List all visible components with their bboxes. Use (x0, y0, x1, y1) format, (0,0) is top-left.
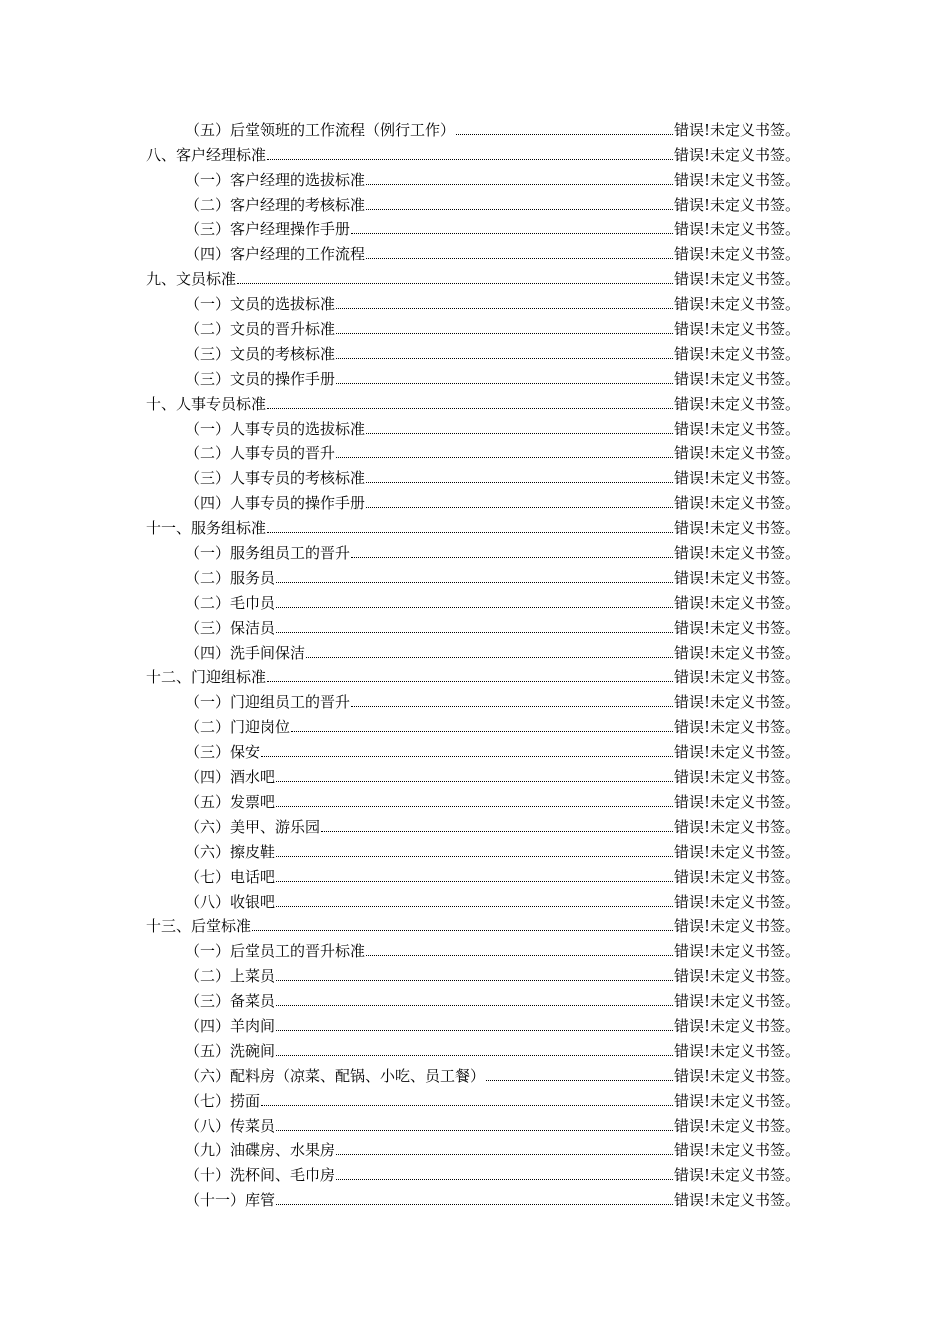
toc-entry-title: 十三、后堂标准 (146, 917, 252, 936)
toc-entry-page-ref: 错误!未定义书签。 (673, 170, 800, 189)
toc-entry-title: 十二、门迎组标准 (146, 668, 267, 687)
toc-entry-page-ref: 错误!未定义书签。 (673, 1016, 800, 1035)
toc-entry[interactable] (146, 862, 800, 887)
dot-leader (456, 134, 673, 135)
toc-entry-page-ref: 错误!未定义书签。 (673, 693, 800, 712)
toc-entry-title: （六）擦皮鞋 (185, 842, 276, 861)
toc-entry-page-ref: 错误!未定义书签。 (673, 394, 800, 413)
toc-entry-title: （一）文员的选拔标准 (185, 295, 336, 314)
toc-entry[interactable] (146, 513, 800, 538)
toc-entry-title: （四）人事专员的操作手册 (185, 494, 366, 513)
toc-entry[interactable] (146, 912, 800, 937)
toc-entry-page-ref: 错误!未定义书签。 (673, 195, 800, 214)
dot-leader (267, 681, 673, 682)
toc-entry-title: （三）文员的考核标准 (185, 344, 336, 363)
toc-entry[interactable] (146, 837, 800, 862)
toc-entry-title: （八）收银吧 (185, 892, 276, 911)
dot-leader (336, 457, 673, 458)
dot-leader (366, 433, 673, 434)
dot-leader (276, 781, 673, 782)
toc-entry-title: （二）上菜员 (185, 967, 276, 986)
toc-entry-page-ref: 错误!未定义书签。 (673, 718, 800, 737)
toc-entry-page-ref: 错误!未定义书签。 (673, 992, 800, 1011)
toc-entry-title: 九、文员标准 (146, 270, 237, 289)
toc-entry[interactable] (146, 961, 800, 986)
toc-entry[interactable] (146, 1061, 800, 1086)
toc-entry[interactable] (146, 165, 800, 190)
toc-entry[interactable] (146, 488, 800, 513)
toc-entry-page-ref: 错误!未定义书签。 (673, 270, 800, 289)
toc-entry-page-ref: 错误!未定义书签。 (673, 593, 800, 612)
toc-entry-page-ref: 错误!未定义书签。 (673, 1041, 800, 1060)
toc-entry[interactable] (146, 936, 800, 961)
toc-entry-title: （二）客户经理的考核标准 (185, 195, 366, 214)
toc-entry-page-ref: 错误!未定义书签。 (673, 917, 800, 936)
dot-leader (321, 831, 673, 832)
toc-entry[interactable] (146, 314, 800, 339)
toc-entry[interactable] (146, 887, 800, 912)
toc-entry[interactable] (146, 986, 800, 1011)
toc-entry[interactable] (146, 663, 800, 688)
dot-leader (276, 906, 673, 907)
dot-leader (276, 806, 673, 807)
toc-entry-page-ref: 错误!未定义书签。 (673, 494, 800, 513)
toc-entry[interactable] (146, 1011, 800, 1036)
toc-entry-title: （五）后堂领班的工作流程（例行工作） (185, 120, 456, 139)
toc-entry-page-ref: 错误!未定义书签。 (673, 145, 800, 164)
toc-entry-title: （二）门迎岗位 (185, 718, 291, 737)
toc-entry[interactable] (146, 289, 800, 314)
toc-entry-title: （一）客户经理的选拔标准 (185, 170, 366, 189)
toc-entry-title: （四）酒水吧 (185, 768, 276, 787)
toc-entry-title: （八）传菜员 (185, 1116, 276, 1135)
dot-leader (276, 1055, 673, 1056)
dot-leader (267, 532, 673, 533)
dot-leader (351, 233, 673, 234)
toc-entry-title: （三）保洁员 (185, 618, 276, 637)
dot-leader (366, 258, 673, 259)
toc-entry-title: （二）文员的晋升标准 (185, 320, 336, 339)
dot-leader (276, 1030, 673, 1031)
toc-entry-title: （十一）库管 (185, 1191, 276, 1210)
toc-entry-title: 十、人事专员标准 (146, 394, 267, 413)
dot-leader (261, 1105, 673, 1106)
toc-entry-page-ref: 错误!未定义书签。 (673, 568, 800, 587)
toc-entry[interactable] (146, 264, 800, 289)
toc-entry-page-ref: 错误!未定义书签。 (673, 817, 800, 836)
toc-entry-page-ref: 错误!未定义书签。 (673, 369, 800, 388)
toc-entry-page-ref: 错误!未定义书签。 (673, 942, 800, 961)
toc-entry-title: （六）配料房（凉菜、配锅、小吃、员工餐） (185, 1066, 486, 1085)
toc-entry-page-ref: 错误!未定义书签。 (673, 295, 800, 314)
dot-leader (336, 1179, 673, 1180)
toc-entry-title: （九）油碟房、水果房 (185, 1141, 336, 1160)
dot-leader (291, 731, 673, 732)
dot-leader (261, 756, 673, 757)
dot-leader (366, 209, 673, 210)
dot-leader (276, 632, 673, 633)
dot-leader (336, 358, 673, 359)
toc-entry-page-ref: 错误!未定义书签。 (673, 519, 800, 538)
toc-entry[interactable] (146, 613, 800, 638)
toc-entry-title: （一）服务组员工的晋升 (185, 544, 351, 563)
toc-entry[interactable] (146, 812, 800, 837)
toc-entry-page-ref: 错误!未定义书签。 (673, 842, 800, 861)
toc-entry-page-ref: 错误!未定义书签。 (673, 444, 800, 463)
toc-entry-page-ref: 错误!未定义书签。 (673, 668, 800, 687)
toc-entry-page-ref: 错误!未定义书签。 (673, 743, 800, 762)
toc-entry[interactable] (146, 215, 800, 240)
toc-entry-title: （一）人事专员的选拔标准 (185, 419, 366, 438)
dot-leader (336, 308, 673, 309)
toc-entry-page-ref: 错误!未定义书签。 (673, 1091, 800, 1110)
toc-entry[interactable] (146, 463, 800, 488)
dot-leader (276, 582, 673, 583)
toc-entry-title: （五）发票吧 (185, 792, 276, 811)
toc-entry-page-ref: 错误!未定义书签。 (673, 419, 800, 438)
dot-leader (276, 980, 673, 981)
toc-entry-title: （一）后堂员工的晋升标准 (185, 942, 366, 961)
toc-entry-page-ref: 错误!未定义书签。 (673, 892, 800, 911)
toc-entry-page-ref: 错误!未定义书签。 (673, 469, 800, 488)
toc-entry-page-ref: 错误!未定义书签。 (673, 1116, 800, 1135)
toc-entry[interactable] (146, 712, 800, 737)
dot-leader (276, 1204, 673, 1205)
toc-entry-title: （二）服务员 (185, 568, 276, 587)
dot-leader (252, 930, 673, 931)
toc-entry[interactable] (146, 787, 800, 812)
dot-leader (276, 881, 673, 882)
toc-entry-page-ref: 错误!未定义书签。 (673, 544, 800, 563)
toc-entry[interactable] (146, 1111, 800, 1136)
toc-entry[interactable] (146, 1086, 800, 1111)
toc-entry[interactable] (146, 140, 800, 165)
dot-leader (366, 184, 673, 185)
toc-entry-page-ref: 错误!未定义书签。 (673, 1141, 800, 1160)
table-of-contents (146, 115, 800, 1210)
toc-entry-title: （七）电话吧 (185, 867, 276, 886)
toc-entry-page-ref: 错误!未定义书签。 (673, 1191, 800, 1210)
dot-leader (366, 482, 673, 483)
dot-leader (336, 333, 673, 334)
toc-entry[interactable] (146, 414, 800, 439)
dot-leader (351, 557, 673, 558)
toc-entry-title: （七）捞面 (185, 1091, 261, 1110)
toc-entry-title: （二）毛巾员 (185, 593, 276, 612)
dot-leader (276, 607, 673, 608)
toc-entry-page-ref: 错误!未定义书签。 (673, 867, 800, 886)
dot-leader (486, 1080, 673, 1081)
toc-entry[interactable] (146, 1136, 800, 1161)
dot-leader (276, 856, 673, 857)
dot-leader (276, 1005, 673, 1006)
toc-entry[interactable] (146, 638, 800, 663)
toc-entry[interactable] (146, 762, 800, 787)
dot-leader (336, 383, 673, 384)
toc-entry[interactable] (146, 1185, 800, 1210)
toc-entry-title: 八、客户经理标准 (146, 145, 267, 164)
toc-entry-page-ref: 错误!未定义书签。 (673, 320, 800, 339)
dot-leader (267, 159, 673, 160)
toc-entry-title: （十）洗杯间、毛巾房 (185, 1166, 336, 1185)
toc-entry[interactable] (146, 439, 800, 464)
toc-entry-title: （三）保安 (185, 743, 261, 762)
toc-entry-page-ref: 错误!未定义书签。 (673, 967, 800, 986)
toc-entry[interactable] (146, 563, 800, 588)
toc-entry-title: （六）美甲、游乐园 (185, 817, 321, 836)
toc-entry-title: （四）洗手间保洁 (185, 643, 306, 662)
toc-entry[interactable] (146, 339, 800, 364)
toc-entry[interactable] (146, 239, 800, 264)
toc-entry[interactable] (146, 190, 800, 215)
toc-entry-page-ref: 错误!未定义书签。 (673, 120, 800, 139)
toc-entry-title: （一）门迎组员工的晋升 (185, 693, 351, 712)
toc-entry-page-ref: 错误!未定义书签。 (673, 768, 800, 787)
toc-entry-page-ref: 错误!未定义书签。 (673, 1166, 800, 1185)
toc-entry[interactable] (146, 737, 800, 762)
toc-entry-title: （四）羊肉间 (185, 1016, 276, 1035)
toc-entry[interactable] (146, 364, 800, 389)
toc-entry[interactable] (146, 1036, 800, 1061)
dot-leader (351, 706, 673, 707)
toc-entry-page-ref: 错误!未定义书签。 (673, 618, 800, 637)
dot-leader (267, 408, 673, 409)
dot-leader (237, 283, 673, 284)
toc-entry-page-ref: 错误!未定义书签。 (673, 245, 800, 264)
dot-leader (336, 1154, 673, 1155)
toc-entry-title: （三）文员的操作手册 (185, 369, 336, 388)
toc-entry-page-ref: 错误!未定义书签。 (673, 1066, 800, 1085)
toc-entry-title: （三）备菜员 (185, 992, 276, 1011)
toc-entry[interactable] (146, 115, 800, 140)
dot-leader (306, 657, 673, 658)
toc-entry-page-ref: 错误!未定义书签。 (673, 344, 800, 363)
toc-entry[interactable] (146, 1160, 800, 1185)
toc-entry-title: 十一、服务组标准 (146, 519, 267, 538)
toc-entry[interactable] (146, 538, 800, 563)
dot-leader (276, 1130, 673, 1131)
toc-entry[interactable] (146, 389, 800, 414)
toc-entry-title: （四）客户经理的工作流程 (185, 245, 366, 264)
toc-entry-page-ref: 错误!未定义书签。 (673, 220, 800, 239)
toc-entry-title: （三）客户经理操作手册 (185, 220, 351, 239)
toc-entry-page-ref: 错误!未定义书签。 (673, 792, 800, 811)
toc-entry[interactable] (146, 687, 800, 712)
dot-leader (366, 955, 673, 956)
toc-entry-title: （二）人事专员的晋升 (185, 444, 336, 463)
toc-entry-title: （五）洗碗间 (185, 1041, 276, 1060)
toc-entry-title: （三）人事专员的考核标准 (185, 469, 366, 488)
dot-leader (366, 507, 673, 508)
toc-entry[interactable] (146, 588, 800, 613)
toc-entry-page-ref: 错误!未定义书签。 (673, 643, 800, 662)
